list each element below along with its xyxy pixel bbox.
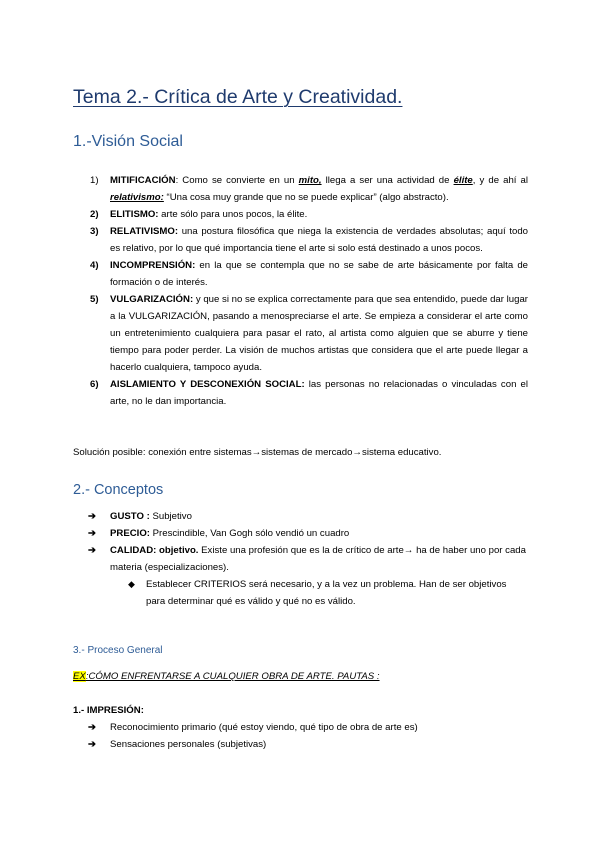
- item-text: una postura filosófica que niega la existencia de verdades absolutas; aquí todo es relativo, por lo que qué importancia tiene el arte si solo está destinado a unos pocos.: [110, 226, 528, 254]
- list-item: [73, 525, 528, 542]
- term: INCOMPRENSIÓN:: [110, 260, 196, 271]
- item-text: Existe una profesión que es la de crítico de arte→ ha de haber uno por cada materia (especializaciones).: [110, 545, 526, 573]
- term: AISLAMIENTO Y DESCONEXIÓN SOCIAL:: [110, 379, 305, 390]
- list-item: [73, 542, 528, 576]
- list-item: [73, 291, 528, 376]
- item-text: Establecer CRITERIOS será necesario, y a la vez un problema. Han de ser objetivos para determinar qué es válido y qué no es válido.: [146, 579, 507, 607]
- section-heading-vision-social: 1.-Visión Social: [73, 133, 183, 150]
- arrow-icon: ➔: [88, 739, 97, 750]
- item-text: arte sólo para unos pocos, la élite.: [158, 209, 308, 220]
- term: CALIDAD: objetivo.: [110, 545, 199, 556]
- list-number: 5): [90, 294, 99, 305]
- highlighted-ex: EX: [73, 671, 86, 682]
- example-text: :CÓMO ENFRENTARSE A CUALQUIER OBRA DE ARTE. PAUTAS :: [85, 671, 380, 682]
- arrow-icon: ➔: [88, 545, 97, 556]
- list-item: [73, 206, 528, 223]
- diamond-bullet-icon: ◆: [128, 579, 135, 589]
- section-heading-conceptos: 2.- Conceptos: [73, 482, 164, 498]
- item-text: llega a ser una actividad de: [321, 175, 454, 186]
- term-relativismo: relativismo:: [110, 192, 164, 203]
- list-item: [73, 508, 528, 525]
- item-text: las personas no relacionadas o vinculadas con el arte, no le dan importancia.: [110, 379, 528, 407]
- list-item: [73, 376, 528, 410]
- item-text: en la que se contempla que no se sabe de arte básicamente por falta de formación o de interés.: [110, 260, 528, 288]
- term: GUSTO :: [110, 511, 150, 522]
- item-text: Subjetivo: [149, 511, 192, 522]
- item-text: Sensaciones personales (subjetivas): [110, 739, 267, 750]
- item-text: y que si no se explica correctamente para que sea entendido, puede dar lugar a la VULGARIZACIÓN, pasando a menospreciarse el arte. Se empieza a considerar el arte como un entretenimiento cualquiera para pasar el rato, al artista como alguien que se aburre y tiene tiempo para poder perder. La visión de muchos artistas que considera que el arte puede llegar a hacerlo cualquiera, tampoco ayuda.: [110, 294, 528, 373]
- page-title: Tema 2.- Crítica de Arte y Creatividad.: [73, 86, 403, 108]
- numbered-list: [73, 172, 528, 410]
- sub-list-item: [73, 576, 528, 610]
- arrow-icon: ➔: [88, 528, 97, 539]
- term-elite: élite: [453, 175, 473, 186]
- solution-text: Solución posible: conexión entre sistemas→sistemas de mercado→sistema educativo.: [73, 447, 442, 458]
- item-text: “Una cosa muy grande que no se puede explicar” (algo abstracto).: [163, 192, 449, 203]
- term-mito: mito,: [298, 175, 322, 186]
- list-number: 3): [90, 226, 99, 237]
- arrow-icon: ➔: [88, 511, 97, 522]
- list-item: [73, 257, 528, 291]
- list-number: 1): [90, 175, 99, 186]
- term-mitificacion: MITIFICACIÓN: [110, 175, 176, 186]
- term: ELITISMO:: [110, 209, 159, 220]
- list-item: [73, 719, 528, 736]
- concepts-list: [73, 508, 528, 610]
- section-heading-proceso-general: 3.- Proceso General: [73, 645, 163, 656]
- term: RELATIVISMO:: [110, 226, 179, 237]
- item-text: : Como se convierte en un: [175, 175, 299, 186]
- item-text: , y de ahí al: [472, 175, 528, 186]
- term: VULGARIZACIÓN:: [110, 294, 194, 305]
- list-item: [73, 736, 528, 753]
- term: PRECIO:: [110, 528, 150, 539]
- list-number: 4): [90, 260, 99, 271]
- list-item: [73, 223, 528, 257]
- impresion-block: [73, 702, 528, 753]
- impresion-title: 1.- IMPRESIÓN:: [73, 705, 144, 716]
- list-number: 2): [90, 209, 99, 220]
- example-line: [73, 668, 380, 685]
- list-number: 6): [90, 379, 99, 390]
- list-item: [73, 172, 528, 206]
- item-text: Reconocimiento primario (qué estoy viendo, qué tipo de obra de arte es): [110, 722, 418, 733]
- arrow-icon: ➔: [88, 722, 97, 733]
- item-text: Prescindible, Van Gogh sólo vendió un cuadro: [149, 528, 350, 539]
